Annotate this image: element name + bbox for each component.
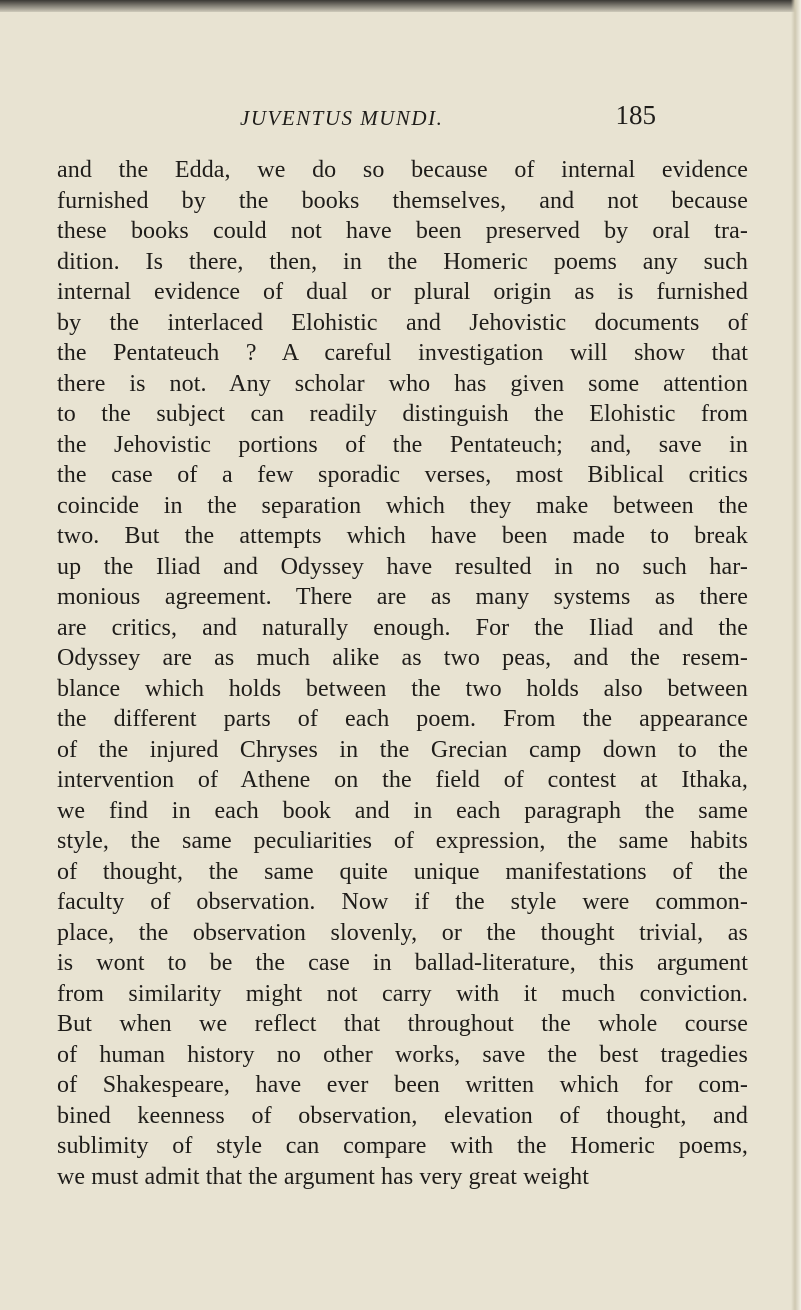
- text-line: coincide in the separation which they make between the: [57, 492, 748, 519]
- text-line: to the subject can readily distinguish the Elohistic from: [57, 401, 748, 427]
- text-line: But when we reflect that throughout the whole course: [57, 1011, 748, 1037]
- page-header: [226, 100, 666, 140]
- text-line: up the Iliad and Odyssey have resulted in no such har-: [57, 553, 748, 580]
- text-line: of the injured Chryses in the Grecian camp down to the: [57, 736, 748, 763]
- text-line: of thought, the same quite unique manifestations of the: [57, 858, 748, 885]
- text-line: the Pentateuch ? A careful investigation will show that: [57, 340, 748, 366]
- text-line: Odyssey are as much alike as two peas, and the resem-: [57, 645, 748, 671]
- text-line: place, the observation slovenly, or the thought trivial, as: [57, 919, 748, 946]
- text-line: style, the same peculiarities of expression, the same habits: [57, 828, 748, 854]
- text-line: intervention of Athene on the field of contest at Ithaka,: [57, 767, 748, 793]
- text-line: the Jehovistic portions of the Pentateuch; and, save in: [57, 431, 748, 458]
- text-line: dition. Is there, then, in the Homeric poems any such: [57, 248, 748, 275]
- text-line: sublimity of style can compare with the Homeric poems,: [57, 1133, 748, 1159]
- text-line: there is not. Any scholar who has given some attention: [57, 370, 748, 397]
- text-line: these books could not have been preserved by oral tra-: [57, 218, 748, 244]
- running-title: JUVENTUS MUNDI.: [240, 106, 444, 130]
- text-line: from similarity might not carry with it much conviction.: [57, 980, 748, 1007]
- text-line: internal evidence of dual or plural origin as is furnished: [57, 279, 748, 305]
- page-number: 185: [615, 100, 656, 130]
- text-line: bined keenness of observation, elevation of thought, and: [57, 1102, 748, 1129]
- text-line: by the interlaced Elohistic and Jehovistic documents of: [57, 309, 748, 336]
- text-line: monious agreement. There are as many systems as there: [57, 584, 748, 610]
- text-line: of human history no other works, save the best tragedies: [57, 1041, 748, 1068]
- text-line: the different parts of each poem. From the appearance: [57, 706, 748, 732]
- body-text: [57, 155, 748, 1192]
- text-line: are critics, and naturally enough. For the Iliad and the: [57, 614, 748, 641]
- text-line: we find in each book and in each paragraph the same: [57, 797, 748, 824]
- text-line: faculty of observation. Now if the style were common-: [57, 889, 748, 915]
- text-line: two. But the attempts which have been made to break: [57, 523, 748, 549]
- text-line: furnished by the books themselves, and not because: [57, 187, 748, 214]
- text-line: the case of a few sporadic verses, most Biblical critics: [57, 462, 748, 488]
- text-line: of Shakespeare, have ever been written which for com-: [57, 1072, 748, 1098]
- text-line: is wont to be the case in ballad-literature, this argument: [57, 950, 748, 976]
- text-line: we must admit that the argument has very great weight: [57, 1163, 590, 1190]
- text-line: blance which holds between the two holds also between: [57, 675, 748, 702]
- text-line: and the Edda, we do so because of internal evidence: [57, 157, 748, 183]
